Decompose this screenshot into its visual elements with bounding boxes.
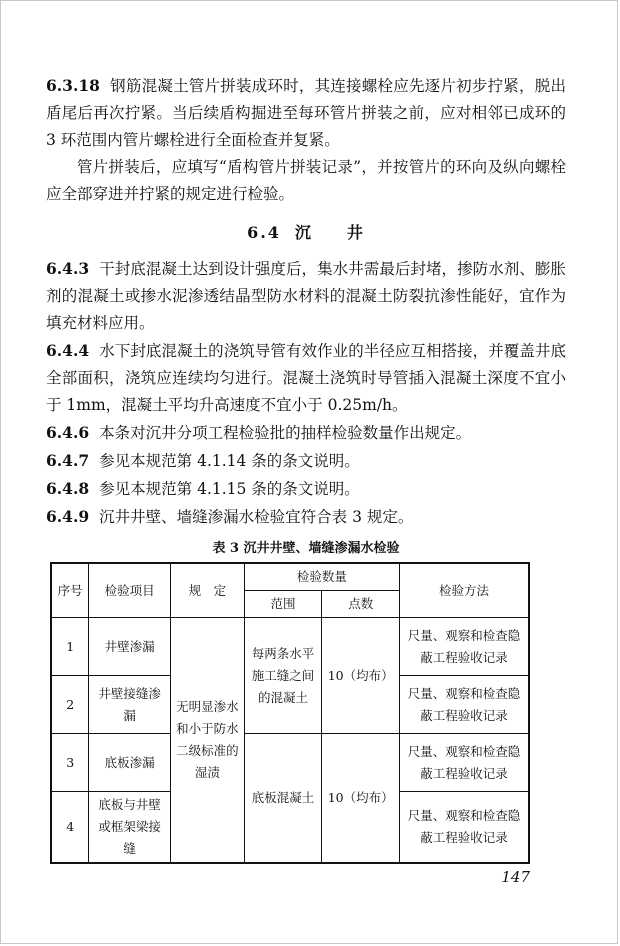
- header-points: 点数: [322, 591, 400, 618]
- header-quantity: 检验数量: [244, 563, 399, 591]
- cell-seq: 1: [51, 618, 89, 676]
- header-seq: 序号: [51, 563, 89, 618]
- header-range: 范围: [244, 591, 322, 618]
- cell-method: 尺量、观察和检查隐蔽工程验收记录: [400, 618, 529, 676]
- table-row: [51, 618, 529, 676]
- clause-text: 本条对沉井分项工程检验批的抽样检验数量作出规定。: [99, 424, 472, 442]
- clause-text: 干封底混凝土达到设计强度后，集水井需最后封堵，掺防水剂、膨胀剂的混凝土或掺水泥渗透结晶型防水材料的混凝土防裂抗渗性能好，宜作为填充材料应用。: [46, 260, 566, 332]
- clause-6-4-4: [46, 337, 566, 419]
- clause-6-4-8: [46, 475, 566, 503]
- table-caption: 表 3 沉井井壁、墙缝渗漏水检验: [212, 541, 400, 556]
- header-item: 检验项目: [89, 563, 171, 618]
- clause-number: 6.4.4: [46, 341, 90, 360]
- clause-6-3-18: [46, 72, 566, 154]
- page-number: 147: [501, 868, 530, 886]
- clause-number: 6.4.3: [46, 259, 90, 278]
- page-content: [46, 72, 566, 864]
- clause-6-4-7: [46, 447, 566, 475]
- cell-seq: 4: [51, 792, 89, 864]
- table-row: [51, 734, 529, 792]
- header-rule: 规 定: [170, 563, 244, 618]
- clause-number: 6.4.8: [46, 479, 90, 498]
- clause-6-4-6: [46, 419, 566, 447]
- clause-number: 6.4.7: [46, 451, 90, 470]
- clause-text: 参见本规范第 4.1.15 条的条文说明。: [99, 480, 360, 498]
- cell-item: 底板渗漏: [89, 734, 171, 792]
- cell-seq: 2: [51, 676, 89, 734]
- cell-rule: 无明显渗水和小于防水二级标准的湿渍: [170, 618, 244, 864]
- cell-seq: 3: [51, 734, 89, 792]
- header-method: 检验方法: [400, 563, 529, 618]
- cell-method: 尺量、观察和检查隐蔽工程验收记录: [400, 792, 529, 864]
- clause-6-4-9: [46, 503, 566, 531]
- clause-6-4-3: [46, 255, 566, 337]
- clause-text: 水下封底混凝土的浇筑导管有效作业的半径应互相搭接，并覆盖井底全部面积，浇筑应连续均匀进行。混凝土浇筑时导管插入混凝土深度不宜小于 1mm，混凝土平均升高速度不宜小于 0.25m/h。: [46, 342, 566, 414]
- clause-text: 钢筋混凝土管片拼装成环时，其连接螺栓应先逐片初步拧紧，脱出盾尾后再次拧紧。当后续盾构掘进至每环管片拼装之前，应对相邻已成环的 3 环范围内管片螺栓进行全面检查并复紧。: [46, 77, 566, 149]
- cell-method: 尺量、观察和检查隐蔽工程验收记录: [400, 734, 529, 792]
- section-title-right: 井: [346, 223, 365, 242]
- clause-text: 沉井井壁、墙缝渗漏水检验宜符合表 3 规定。: [99, 508, 414, 526]
- cell-range: 底板混凝土: [244, 734, 322, 864]
- clause-number: 6.4.6: [46, 423, 90, 442]
- cell-item: 井壁接缝渗漏: [89, 676, 171, 734]
- inspection-table: [50, 562, 530, 864]
- cell-points: 10（均布）: [322, 618, 400, 734]
- cell-range: 每两条水平施工缝之间的混凝土: [244, 618, 322, 734]
- cell-item: 底板与井壁或框架梁接缝: [89, 792, 171, 864]
- clause-text: 参见本规范第 4.1.14 条的条文说明。: [99, 452, 360, 470]
- section-number: 6.4: [247, 223, 281, 242]
- cell-item: 井壁渗漏: [89, 618, 171, 676]
- clause-number: 6.3.18: [46, 76, 100, 95]
- clause-number: 6.4.9: [46, 507, 90, 526]
- table-header-row: [51, 563, 529, 591]
- cell-method: 尺量、观察和检查隐蔽工程验收记录: [400, 676, 529, 734]
- section-title: [46, 220, 566, 243]
- section-title-left: 沉: [294, 223, 313, 242]
- cell-points: 10（均布）: [322, 734, 400, 864]
- paragraph-segment-assembly-record: 管片拼装后，应填写“盾构管片拼装记录”，并按管片的环向及纵向螺栓应全部穿进并拧紧的规定进行检验。: [46, 158, 566, 203]
